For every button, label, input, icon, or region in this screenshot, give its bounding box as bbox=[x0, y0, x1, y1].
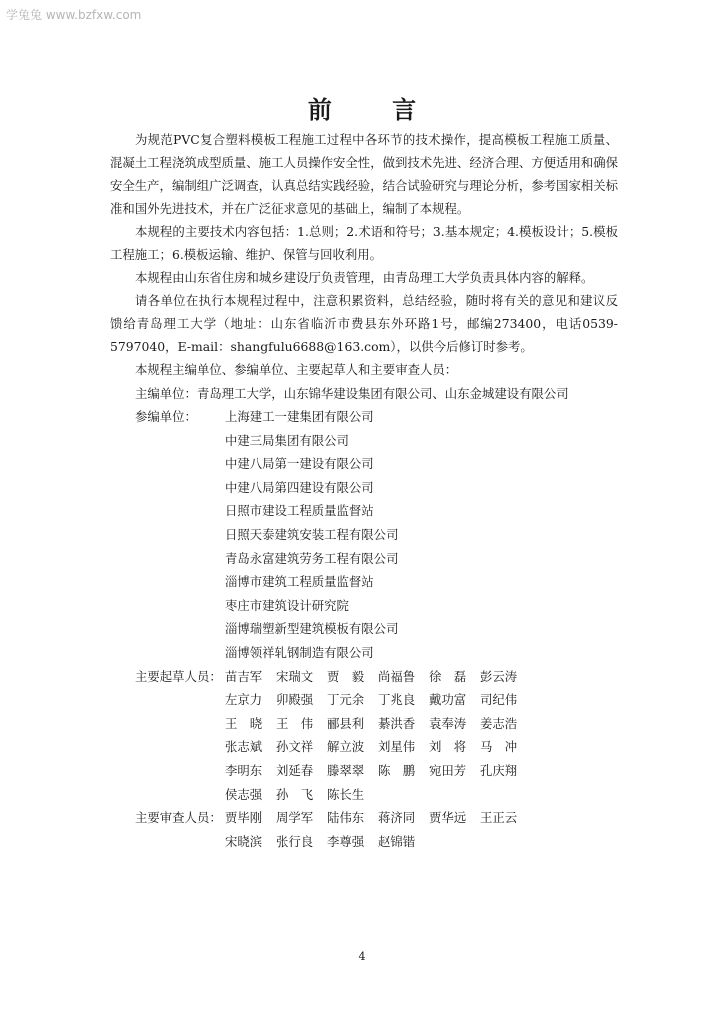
list-item: 日照市建设工程质量监督站 bbox=[225, 503, 374, 519]
person-name: 贾毕刚 bbox=[225, 810, 263, 826]
paragraph-feedback: 请各单位在执行本规程过程中，注意积累资料，总结经验，随时将有关的意见和建议反馈给青岛理工大学（地址：山东省临沂市费县东外环路1号，邮编273400，电话0539-5797040，E-mail：shangfulu6688@163.com），以供今后修订时参考。 bbox=[110, 293, 618, 354]
person-name: 宋瑞文 bbox=[276, 668, 314, 684]
person-name: 左京力 bbox=[225, 692, 263, 708]
person-name: 滕翠翠 bbox=[327, 762, 365, 778]
person-name: 陆伟东 bbox=[327, 810, 365, 826]
list-item: 上海建工一建集团有限公司 bbox=[225, 409, 374, 424]
person-name: 孙 飞 bbox=[276, 786, 314, 802]
list-item: 中建八局第一建设有限公司 bbox=[225, 456, 374, 472]
person-name: 戴功富 bbox=[429, 692, 467, 708]
person-name: 孙文祥 bbox=[276, 739, 314, 755]
drafters-section bbox=[110, 665, 618, 807]
person-name: 綦洪香 bbox=[378, 715, 416, 731]
person-name: 司纪伟 bbox=[480, 692, 518, 708]
person-name: 宋晓滨 bbox=[225, 833, 263, 849]
person-name: 王正云 bbox=[480, 810, 518, 826]
drafters-label: 主要起草人员： bbox=[135, 668, 222, 684]
paragraph-chief-units: 主编单位：青岛理工大学，山东锦华建设集团有限公司、山东金城建设有限公司 bbox=[135, 385, 569, 401]
page-title: 前 言 bbox=[307, 95, 443, 124]
person-name: 丁兆良 bbox=[378, 692, 416, 708]
person-name: 周学军 bbox=[276, 810, 314, 826]
drafters-names bbox=[225, 665, 524, 807]
paragraph-management: 本规程由山东省住房和城乡建设厅负责管理，由青岛理工大学负责具体内容的解释。 bbox=[135, 270, 594, 285]
person-name: 卯殿强 bbox=[276, 692, 314, 708]
person-name: 蒋济同 bbox=[378, 810, 416, 826]
watermark: 学兔兔 www.bzfxw.com bbox=[6, 8, 142, 22]
person-name: 马 冲 bbox=[480, 739, 518, 755]
reviewers-names bbox=[225, 806, 524, 853]
list-item: 枣庄市建筑设计研究院 bbox=[225, 597, 349, 613]
person-name: 李尊强 bbox=[327, 833, 365, 849]
person-name: 孔庆翔 bbox=[480, 762, 518, 778]
person-name: 苗吉军 bbox=[225, 668, 263, 684]
person-name: 解立波 bbox=[327, 739, 365, 755]
person-name: 彭云涛 bbox=[480, 668, 518, 684]
person-name: 郦县利 bbox=[327, 715, 365, 731]
person-name: 张行良 bbox=[276, 833, 314, 849]
reviewers-section bbox=[110, 806, 618, 853]
person-name: 王 伟 bbox=[276, 715, 314, 731]
person-name: 徐 磊 bbox=[429, 668, 467, 684]
list-item: 青岛永富建筑劳务工程有限公司 bbox=[225, 550, 399, 566]
person-name: 刘星伟 bbox=[378, 739, 416, 755]
person-name: 刘 将 bbox=[429, 739, 467, 755]
participating-units-label: 参编单位： bbox=[135, 409, 197, 424]
participating-units-list bbox=[225, 405, 398, 665]
reviewers-label: 主要审查人员： bbox=[135, 810, 222, 826]
person-name: 刘延春 bbox=[276, 762, 314, 778]
paragraph-contents: 本规程的主要技术内容包括：1.总则；2.术语和符号；3.基本规定；4.模板设计；5.模板工程施工；6.模板运输、维护、保管与回收利用。 bbox=[110, 224, 618, 262]
person-name: 侯志强 bbox=[225, 786, 263, 802]
person-name: 王 晓 bbox=[225, 715, 263, 731]
person-name: 尚福鲁 bbox=[378, 668, 416, 684]
document-body bbox=[110, 128, 618, 853]
person-name: 陈长生 bbox=[327, 786, 365, 802]
person-name: 陈 鹏 bbox=[378, 762, 416, 778]
person-name: 李明东 bbox=[225, 762, 263, 778]
list-item: 淄博领祥轧钢制造有限公司 bbox=[225, 644, 374, 660]
paragraph-purpose: 为规范PVC复合塑料模板工程施工过程中各环节的技术操作，提高模板工程施工质量、混凝土工程浇筑成型质量、施工人员操作安全性，做到技术先进、经济合理、方便适用和确保安全生产，编制组广泛调查，认真总结实践经验，结合试验研究与理论分析，参考国家相关标准和国外先进技术，并在广泛征求意见的基础上，编制了本规程。 bbox=[110, 132, 619, 216]
list-item: 中建八局第四建设有限公司 bbox=[225, 479, 374, 495]
person-name: 张志斌 bbox=[225, 739, 263, 755]
list-item: 淄博市建筑工程质量监督站 bbox=[225, 574, 374, 590]
person-name: 丁元余 bbox=[327, 692, 365, 708]
participating-units bbox=[110, 405, 618, 665]
list-item: 淄博瑞塑新型建筑模板有限公司 bbox=[225, 621, 399, 637]
person-name: 贾 毅 bbox=[327, 668, 365, 684]
list-item: 中建三局集团有限公司 bbox=[225, 432, 349, 448]
list-item: 日照天泰建筑安装工程有限公司 bbox=[225, 526, 399, 542]
paragraph-units-intro: 本规程主编单位、参编单位、主要起草人和主要审查人员： bbox=[135, 362, 458, 377]
person-name: 赵锦锴 bbox=[378, 833, 416, 849]
person-name: 贾华远 bbox=[429, 810, 467, 826]
person-name: 姜志浩 bbox=[480, 715, 518, 731]
person-name: 袁奉涛 bbox=[429, 715, 467, 731]
person-name: 宛田芳 bbox=[429, 762, 467, 778]
page-number: 4 bbox=[358, 950, 366, 963]
